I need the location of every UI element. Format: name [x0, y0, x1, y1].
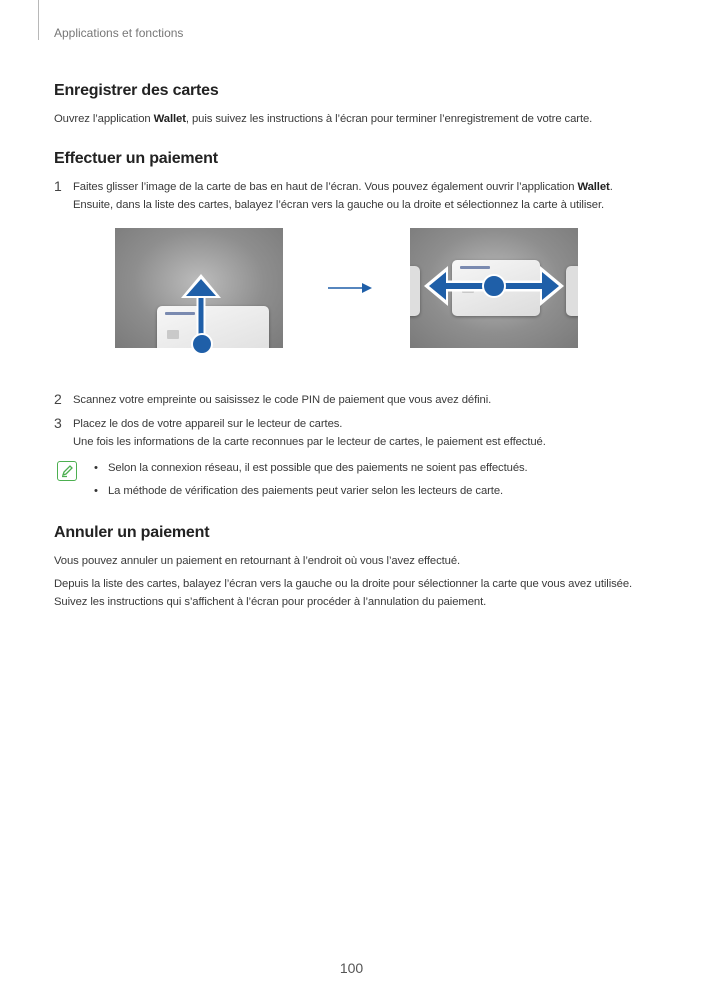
app-name-wallet: Wallet — [153, 113, 186, 125]
step-1: 1 Faites glisser l’image de la carte de bas en haut de l’écran. Vous pouvez également ouvrir l’application Wallet. Ensuite, dans la liste des cartes, balayez l’écran vers la gauche ou la droite et sélectionnez la carte à utiliser. — [54, 178, 613, 211]
step-number: 3 — [54, 415, 62, 431]
gesture-illustration — [54, 228, 654, 373]
register-paragraph: Ouvrez l’application Wallet, puis suivez les instructions à l’écran pour terminer l’enregistrement de votre carte. — [54, 113, 593, 125]
arrow-right-icon — [326, 280, 374, 296]
margin-rule — [38, 0, 39, 40]
cancel-paragraph: Vous pouvez annuler un paiement en retournant à l’endroit où vous l’avez effectué. — [54, 555, 461, 567]
screen-swipe-sideways-panel — [410, 228, 578, 348]
step-3: 3 Placez le dos de votre appareil sur le lecteur de cartes. Une fois les informations de la carte reconnues par le lecteur de cartes, le paiement est effectué. — [54, 415, 546, 448]
swipe-left-right-gesture-icon — [410, 228, 578, 348]
heading-make-payment: Effectuer un paiement — [54, 150, 218, 167]
cancel-paragraph: Depuis la liste des cartes, balayez l’écran vers la gauche ou la droite pour sélectionner la carte que vous avez utilisée. Suivez les instructions qui s’affichent à l’écran pour procéder à l’annulation du paiement. — [54, 578, 633, 608]
screen-swipe-up-panel — [115, 228, 283, 348]
touch-point-icon — [190, 332, 214, 356]
page-content — [54, 82, 654, 611]
step-number: 1 — [54, 178, 62, 194]
heading-register-cards: Enregistrer des cartes — [54, 82, 219, 99]
page-number: 100 — [339, 960, 364, 976]
step-2: 2 Scannez votre empreinte ou saisissez le code PIN de paiement que vous avez défini. — [54, 391, 492, 407]
note-pencil-icon — [57, 461, 77, 481]
app-name-wallet: Wallet — [577, 181, 610, 193]
note-item: • La méthode de vérification des paiements peut varier selon les lecteurs de carte. — [108, 482, 654, 500]
step-number: 2 — [54, 391, 62, 407]
heading-cancel-payment: Annuler un paiement — [54, 524, 210, 541]
running-header: Applications et fonctions — [54, 26, 184, 40]
note-item: • Selon la connexion réseau, il est possible que des paiements ne soient pas effectués. — [108, 459, 654, 477]
swipe-up-gesture-icon — [115, 228, 283, 348]
note-block — [54, 459, 654, 500]
